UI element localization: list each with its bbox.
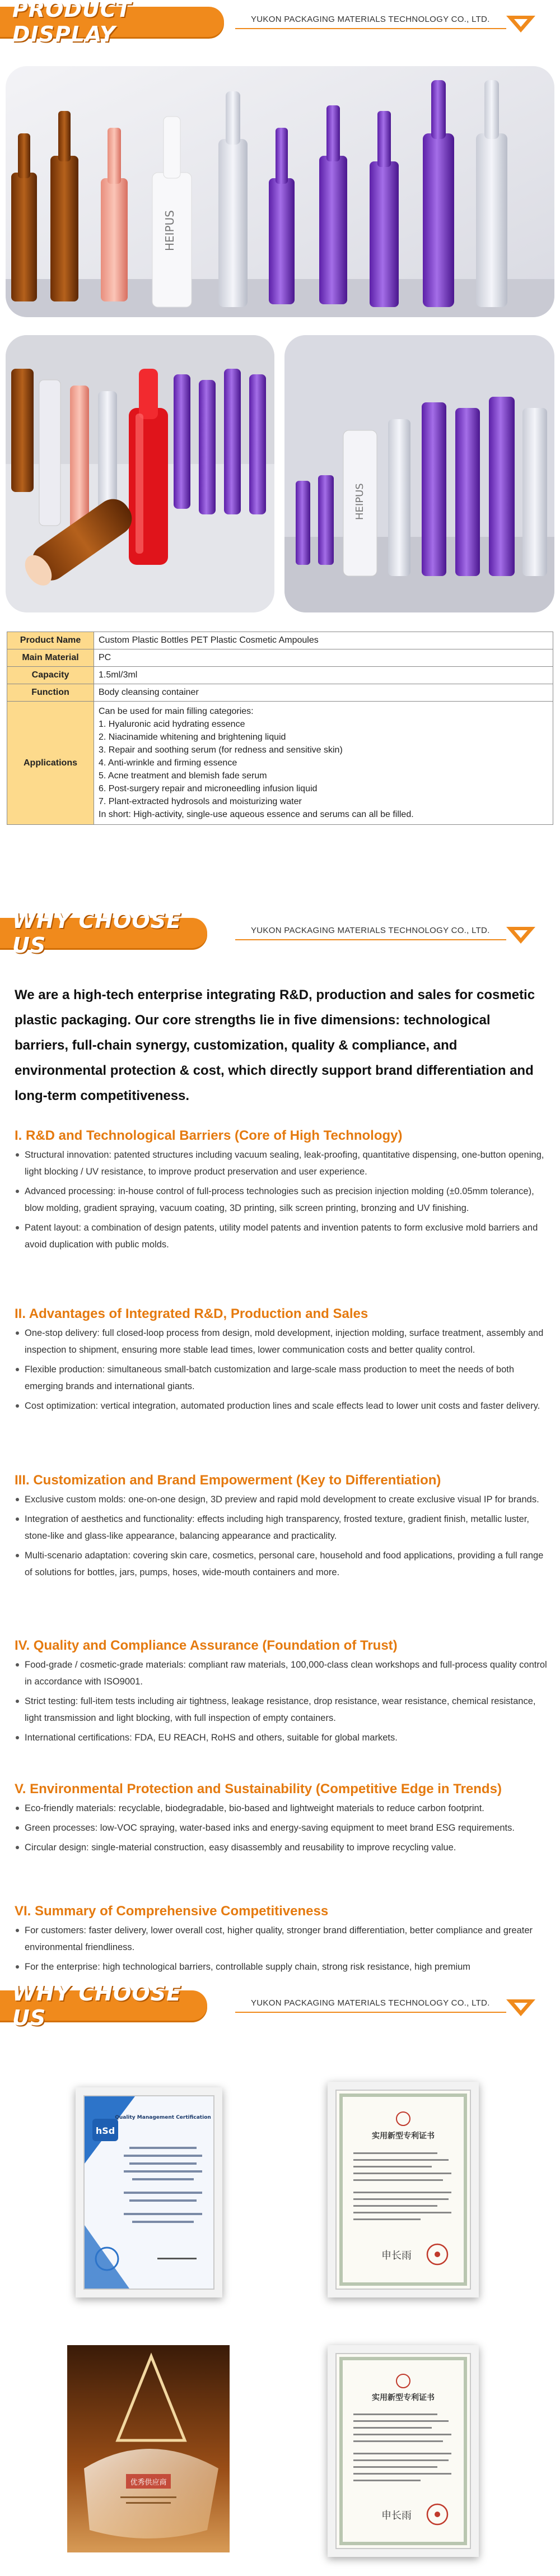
spec-value: 1.5ml/3ml: [94, 667, 553, 684]
company-name: YUKON PACKAGING MATERIALS TECHNOLOGY CO., LTD.: [251, 15, 490, 24]
application-line: Can be used for main filling categories:: [99, 707, 254, 716]
intro-paragraph: We are a high-tech enterprise integrating R&D, production and sales for cosmetic plastic packaging. Our core strengths lie in five dimensions: technological barriers, full-chain synergy, customization, quality & compliance, and environmental protection & cost, which directly support brand differentiation and long-term competitiveness.: [15, 987, 535, 1103]
ampoule-lineup-image: [6, 66, 554, 317]
application-line: 1. Hyaluronic acid hydrating essence: [99, 720, 245, 729]
banner-title: WHY CHOOSE US: [12, 908, 182, 958]
quality-certificate: [83, 2095, 214, 2290]
company-name: YUKON PACKAGING MATERIALS TECHNOLOGY CO., LTD.: [251, 1998, 490, 2008]
spec-key: Main Material: [7, 649, 94, 667]
patent-certificate-frame-2: [328, 2345, 479, 2557]
section-item: Advanced processing: in-house control of full-process technologies such as precision injection molding (±0.05mm tolerance), blow molding, gradient spraying, vacuum coating, 3D printing, silk screen printing, bronzing and UV finishing.: [15, 1183, 549, 1217]
section-item: Circular design: single-material construction, easy disassembly and reusability to improve recycling value.: [15, 1839, 549, 1856]
section-title: III. Customization and Brand Empowerment (Key to Differentiation): [15, 1473, 441, 1488]
section-integration: [15, 1305, 549, 1417]
banner-rule: [235, 939, 506, 940]
section-quality: [15, 1636, 549, 1749]
spec-row-material: [7, 649, 553, 667]
section-customization: [15, 1471, 549, 1584]
bottle-label-right: HEIPUS: [354, 483, 366, 520]
section-item: Structural innovation: patented structures including vacuum sealing, leak-proofing, quantitative dispensing, one-button opening, light blocking / UV resistance, to improve product preservation and user experience.: [15, 1147, 549, 1180]
bottle-label: HEIPUS: [163, 210, 176, 251]
spec-value: PC: [94, 649, 553, 667]
svg-text:申长雨: 申长雨: [381, 2510, 412, 2522]
product-photo-main: [6, 66, 554, 317]
section-item: For customers: faster delivery, lower overall cost, higher quality, stronger brand differentiation, better compliance and greater environmental friendliness.: [15, 1922, 549, 1956]
purple-ampoule-image: [284, 335, 554, 612]
section-item: Flexible production: simultaneous small-batch customization and large-scale mass production to meet the needs of both emerging brands and international giants.: [15, 1361, 549, 1395]
section-item: Integration of aesthetics and functionality: effects including high transparency, frosted texture, gradient finish, metallic luster, stone-like and glass-like appearance, balancing appearance and practicality.: [15, 1511, 549, 1544]
trophy-plaque: 优秀供应商: [130, 2478, 167, 2487]
section-item: Patent layout: a combination of design patents, utility model patents and invention patents to form exclusive mold barriers and avoid duplication with public molds.: [15, 1219, 549, 1253]
patent-graphic: [337, 2091, 470, 2289]
section-rd: [15, 1126, 549, 1256]
banner-title: PRODUCT DISPLAY: [12, 0, 132, 47]
spec-row-product-name: [7, 632, 553, 649]
spec-row-applications: [7, 702, 553, 825]
product-display-banner: [0, 0, 560, 45]
section-item: Eco-friendly materials: recyclable, biodegradable, bio-based and lightweight materials to reduce carbon footprint.: [15, 1800, 549, 1817]
application-line: In short: High-activity, single-use aqueous essence and serums can all be filled.: [99, 810, 414, 819]
section-item: Green processes: low-VOC spraying, water-based inks and energy-saving equipment to meet brand ESG requirements.: [15, 1820, 549, 1836]
section-title: VI. Summary of Comprehensive Competitiveness: [15, 1904, 329, 1919]
spec-key: Function: [7, 684, 94, 702]
application-line: 4. Anti-wrinkle and firming essence: [99, 758, 237, 768]
section-title: II. Advantages of Integrated R&D, Production and Sales: [15, 1306, 368, 1321]
certificate-graphic: [85, 2096, 213, 2289]
banner-tag: [0, 908, 207, 958]
banner-tag: [0, 1981, 207, 2030]
patent-graphic-2: [337, 2354, 470, 2548]
banner-title: WHY CHOOSE US: [12, 1981, 182, 2030]
why-choose-us-banner-2: [0, 1981, 560, 2030]
section-item: International certifications: FDA, EU REACH, RoHS and others, suitable for global markets.: [15, 1729, 549, 1746]
application-line: 6. Post-surgery repair and microneedling infusion liquid: [99, 784, 318, 793]
patent-certificate-2: [335, 2353, 471, 2549]
patent-title: 实用新型专利证书: [372, 2393, 435, 2402]
trophy-photo: [67, 2345, 230, 2552]
section-item: One-stop delivery: full closed-loop process from design, mold development, injection molding, surface treatment, assembly and inspection to shipment, ensuring more stable lead times, lower communication costs and better quality control.: [15, 1325, 549, 1358]
cert-title: Quality Management Certification: [115, 2115, 211, 2120]
svg-text:申长雨: 申长雨: [381, 2250, 412, 2262]
section-item: Food-grade / cosmetic-grade materials: compliant raw materials, 100,000-class clean workshops and full-process quality control in accordance with ISO9001.: [15, 1656, 549, 1690]
banner-rule: [235, 2012, 506, 2013]
section-item: Strict testing: full-item tests including air tightness, leakage resistance, drop resistance, wear resistance, chemical resistance, light transmission and light blocking, with full inspection of empty containers.: [15, 1693, 549, 1726]
application-line: 3. Repair and soothing serum (for redness and sensitive skin): [99, 745, 343, 755]
section-item: Exclusive custom molds: one-on-one design, 3D preview and rapid mold development to create exclusive visual IP for brands.: [15, 1491, 549, 1508]
spec-key: Capacity: [7, 667, 94, 684]
application-line: 5. Acne treatment and blemish fade serum: [99, 771, 267, 781]
red-ampoule-image: [6, 335, 274, 612]
trophy-graphic: [67, 2345, 230, 2552]
cert-logo-text: hSd: [95, 2125, 115, 2136]
spec-value: Body cleansing container: [94, 684, 553, 702]
section-title: V. Environmental Protection and Sustainability (Competitive Edge in Trends): [15, 1781, 502, 1797]
spec-row-capacity: [7, 667, 553, 684]
section-item: Cost optimization: vertical integration, automated production lines and scale effects lead to lower unit costs and faster delivery.: [15, 1398, 549, 1414]
company-name: YUKON PACKAGING MATERIALS TECHNOLOGY CO., LTD.: [251, 926, 490, 935]
section-item: Multi-scenario adaptation: covering skin care, cosmetics, personal care, household and food applications, providing a full range of solutions for bottles, jars, pumps, hoses, wide-mouth containers and more.: [15, 1547, 549, 1581]
spec-table: [7, 632, 553, 825]
spec-value: Custom Plastic Bottles PET Plastic Cosmetic Ampoules: [94, 632, 553, 649]
section-title: I. R&D and Technological Barriers (Core of High Technology): [15, 1128, 403, 1143]
spec-row-function: [7, 684, 553, 702]
product-photo-right: [284, 335, 554, 612]
banner-triangle-icon: [506, 927, 535, 944]
application-line: 7. Plant-extracted hydrosols and moisturizing water: [99, 797, 302, 806]
patent-certificate-1: [335, 2090, 471, 2290]
section-summary: [15, 1902, 549, 1978]
spec-key: Product Name: [7, 632, 94, 649]
banner-tag: [0, 0, 224, 47]
section-title: IV. Quality and Compliance Assurance (Foundation of Trust): [15, 1638, 398, 1653]
applications-list: [94, 702, 553, 825]
product-photo-left: [6, 335, 274, 612]
patent-title: 实用新型专利证书: [372, 2132, 435, 2141]
section-item: For the enterprise: high technological barriers, controllable supply chain, strong risk resistance, high premium: [15, 1958, 549, 1975]
banner-triangle-icon: [506, 1999, 535, 2016]
application-line: 2. Niacinamide whitening and brightening liquid: [99, 732, 286, 742]
section-environment: [15, 1780, 549, 1859]
why-choose-us-banner: [0, 908, 560, 958]
quality-certificate-frame: [76, 2087, 222, 2297]
patent-certificate-frame-1: [328, 2082, 479, 2297]
banner-triangle-icon: [506, 16, 535, 33]
spec-key: Applications: [7, 702, 94, 825]
banner-rule: [235, 28, 506, 29]
